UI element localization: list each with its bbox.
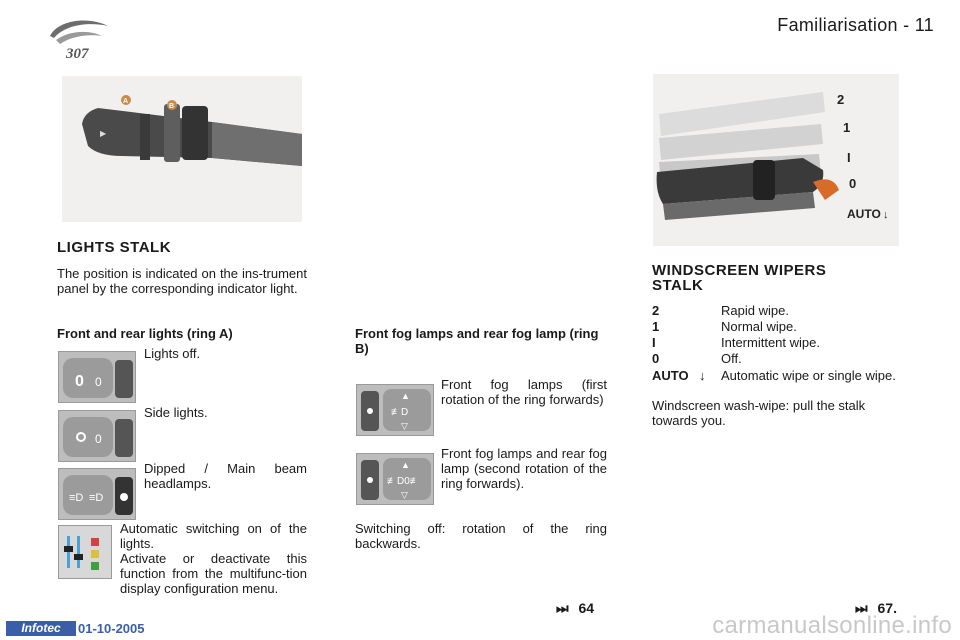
svg-text:0: 0	[95, 375, 102, 389]
wiper-photo-label-2: 2	[837, 92, 845, 107]
lights-stalk-photo	[62, 76, 302, 222]
ring-label-b: B	[169, 103, 175, 110]
page-link-64[interactable]: ⏭ 64	[556, 600, 595, 616]
svg-text:307: 307	[66, 46, 89, 62]
auto-lights-text-2: Activate or deactivate this function from the multifunc-tion display configuration menu.	[120, 551, 307, 596]
lights-off-thumb	[58, 351, 136, 403]
wiper-positions: 2 Rapid wipe. 1 Normal wipe. I Intermittent wipe. 0 Off. AUTO ↓ Automatic wipe or single wipe.	[652, 303, 896, 383]
wiper-photo-label-i: I	[847, 150, 851, 165]
svg-text:▲: ▲	[401, 391, 410, 401]
footer-date: 01-10-2005	[78, 621, 145, 636]
wiper-photo-label-1: 1	[843, 120, 851, 135]
svg-text:▽: ▽	[401, 490, 408, 500]
skip-forward-icon: ⏭	[855, 600, 868, 616]
svg-text:0: 0	[95, 432, 102, 446]
page-title: Familiarisation - 11	[777, 15, 934, 35]
page-link-67[interactable]: ⏭ 67.	[855, 600, 897, 616]
arrow-down-icon: ↓	[699, 368, 706, 383]
ring-label-a: A	[123, 98, 129, 105]
wiper-photo-label-auto: AUTO	[847, 207, 881, 221]
side-lights-label: Side lights.	[144, 405, 208, 420]
svg-text:≡D: ≡D	[69, 492, 84, 504]
auto-lights-thumb	[58, 525, 112, 579]
lights-heading: LIGHTS STALK	[57, 239, 172, 256]
lights-intro: The position is indicated on the ins-trument panel by the corresponding indicator light.	[57, 266, 307, 296]
fog-heading: Front fog lamps and rear fog lamp (ring B)	[355, 326, 599, 356]
wipers-stalk-photo	[653, 74, 899, 246]
dipped-main-label: Dipped / Main beam headlamps.	[144, 461, 307, 491]
brand-logo	[44, 14, 114, 62]
wipers-wash-text: Windscreen wash-wipe: pull the stalk towards you.	[652, 398, 866, 428]
ring-a-heading: Front and rear lights (ring A)	[57, 326, 233, 341]
svg-text:0: 0	[75, 373, 84, 390]
svg-text:≡D: ≡D	[89, 492, 104, 504]
svg-text:▽: ▽	[401, 421, 408, 431]
front-fog-label: Front fog lamps (first rotation of the ring forwards)	[441, 377, 607, 407]
svg-text:▲: ▲	[401, 460, 410, 470]
svg-text:▶: ▶	[100, 129, 107, 138]
svg-text:≢D: ≢D	[391, 407, 409, 418]
fog-switch-off: Switching off: rotation of the ring backwards.	[355, 521, 607, 551]
auto-lights-text-1: Automatic switching on of the lights.	[120, 521, 307, 551]
front-rear-fog-thumb	[356, 453, 434, 505]
dipped-main-thumb	[58, 468, 136, 520]
side-lights-thumb	[58, 410, 136, 462]
infotec-badge: Infotec	[6, 621, 76, 636]
front-fog-thumb	[356, 384, 434, 436]
skip-forward-icon: ⏭	[556, 600, 569, 616]
watermark: carmanualsonline.info	[712, 612, 952, 639]
wipers-heading: WINDSCREEN WIPERS STALK	[652, 262, 827, 294]
lights-off-label: Lights off.	[144, 346, 201, 361]
svg-text:≢D0≢: ≢D0≢	[387, 476, 420, 487]
svg-text:↓: ↓	[883, 209, 889, 221]
front-rear-fog-label: Front fog lamps and rear fog lamp (second rotation of the ring forwards).	[441, 446, 607, 491]
wiper-photo-label-0: 0	[849, 176, 857, 191]
